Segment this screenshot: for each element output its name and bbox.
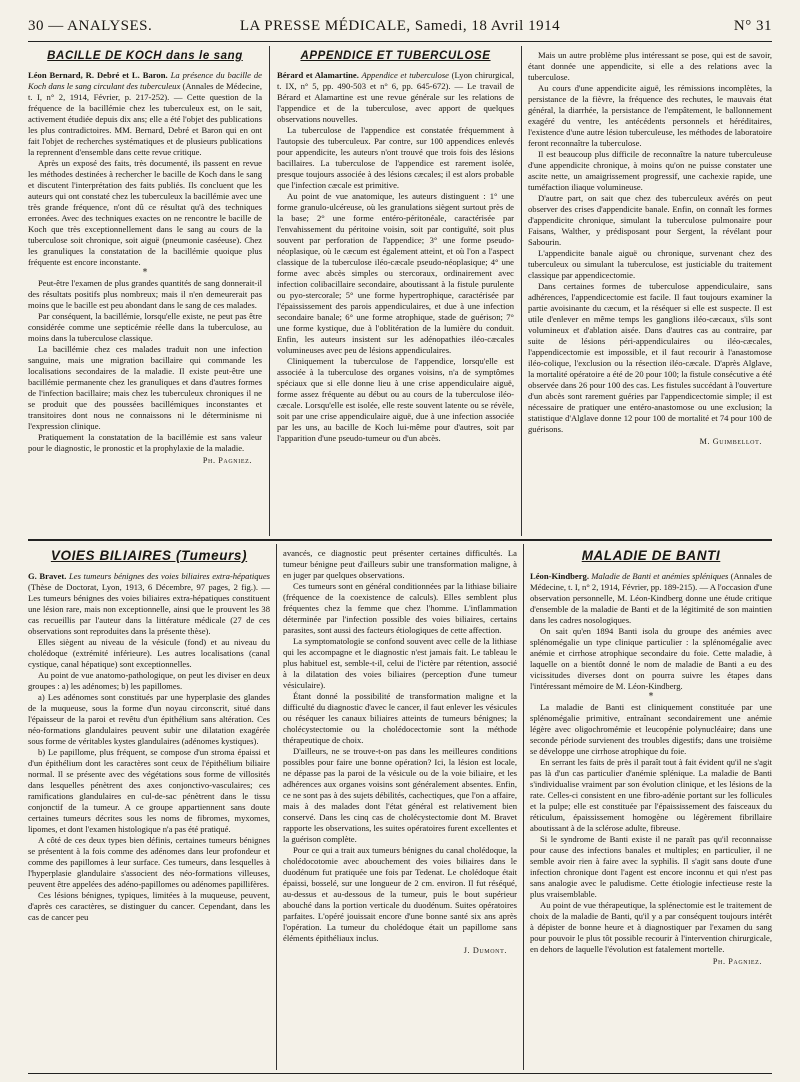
paragraph: avancés, ce diagnostic peut présenter certaines difficultés. La tumeur bénigne peut d'ailleurs subir une transformation maligne, à en juger par quelques observations. — [283, 548, 517, 580]
paragraph: Elles siègent au niveau de la vésicule (fond) et au niveau du cholédoque (extrémité inférieure). Les autres localisations (canal cystique, canal hépatique) sont exceptionnelles. — [28, 637, 270, 669]
article-lead: Léon Bernard, R. Debré et L. Baron. La présence du bacille de Koch dans le sang circulant des tuberculeux (Annales de Médecine, t. I, n° 2, 1914, Février, p. 217-252). — Cette question de la fréquence de la bacillémie chez les tuberculeux est, on le sait, activement étudiée depuis dix ans; elle a été l'objet des publications les plus contradictoires. MM. Bernard, Debré et Baron qui en ont fait l'objet de recherches systématiques et de plusieurs publications la reprennent d'ensemble dans cette revue critique. — [28, 70, 262, 157]
paragraph: Ces lésions bénignes, typiques, limitées à la muqueuse, peuvent, d'après ces caractères, se distinguer du cancer. Cependant, dans les cas de cancer peu — [28, 890, 270, 922]
paragraph: La maladie de Banti est cliniquement constituée par une splénomégalie primitive, entraînant secondairement une anémie légère avec oligochromémie et leucopénie polynucléaire; dans une seconde période survienent des troubles digestifs; dans une troisième se développe une cirrhose atrophique du foie. — [530, 702, 772, 756]
issue-number: N° 31 — [733, 18, 772, 34]
article-lead: Léon-Kindberg. Maladie de Banti et anémies spléniques (Annales de Médecine, t. I, n° 2, 1914, Février, pp. 189-215). — A l'occasion d'une observation personnelle, M. Léon-Kindberg donne une étude critique d'ensemble de la maladie de Banti et de la légitimité de son maintien dans les cadres nosologiques. — [530, 571, 772, 625]
column-divider — [521, 46, 522, 536]
column-divider — [523, 544, 524, 1070]
paragraph: La tuberculose de l'appendice est constatée fréquemment à l'autopsie des tuberculeux. Par contre, sur 100 appendices enlevés pour appendicite, les auteurs n'ont trouvé que trois fois des lésions bacillaires. La tuberculose de l'appendice est rarement isolée, presque toujours associée à des lésions cæcales; il est alors probable que l'infection cæcale est primitive. — [277, 125, 514, 190]
article-voies-biliaires — [28, 548, 270, 1070]
paragraph: Pour ce qui a trait aux tumeurs bénignes du canal cholédoque, la cholédocotomie avec abouchement des voies biliaires dans le duodénum fut pratiquée une fois par Tedenat. Le cholédoque était épaissi, bosselé, sur une longueur de 2 cm. environ. Il fut réséqué, au-dessus et au-dessous de la tumeur, puis le bout supérieur abouché dans la portion verticale du duodénum. Suites opératoires parfaites. L'opéré jouissait encore d'une bonne santé six ans après l'opération. La tumeur du cholédoque était un papillome sans éléments épithéliaux inclus. — [283, 845, 517, 943]
section-mark: * — [142, 268, 148, 278]
paragraph: Étant donné la possibilité de transformation maligne et la difficulté du diagnostic d'avec le cancer, il faut enlever les vésicules ou réséquer les canaux biliaires atteints de tumeurs bénignes; la cholécystectomie ou la cholédocectomie sont la méthode thérapeutique de choix. — [283, 691, 517, 745]
paragraph: Au point de vue anatomique, les auteurs distinguent : 1° une forme granulo-ulcéreuse, où les granulations siègent surtout près de la base; 2° une forme entéro-péritonéale, caractérisée par l'envahissement du péritoine voisin, soit par contiguïté, soit plus souvent par perforation de l'appendice; 3° une forme pseudo-néoplasique, où le cæcum est également atteint, et où l'on a l'aspect classique de la tuberculose iléo-cæcale pseudo-néoplasique; 4° une forme avec abcès simples ou stercoraux, ordinairement avec infection colibacillaire secondaire, aboutissant à la fistule purulente ou pyo-stercorale; 5° une forme hypertrophique, caractérisée par l'épaississement des parois appendiculaires, et due à une infection secondaire banale; 6° une forme atrophique, stade de guérison; 7° une forme kystique, due à l'oblitération de la lumière du conduit. Enfin, les auteurs insistent sur les adénopathies iléo-cæcales volumineuses avec peu de lésions appendiculaires. — [277, 191, 514, 355]
paragraph: D'ailleurs, ne se trouve-t-on pas dans les meilleures conditions possibles pour faire une bonne opération? Ici, la lésion est locale, ne dépasse pas la paroi de la vésicule ou de la voie biliaire, et les adhérences aux organes voisins sont généralement absentes. Enfin, ce ne sont pas à des sujets débilités, cachectiques, que l'on a affaire, mais à des malades dont l'état général est relativement bien conservé. Dans les cinq cas de cholécystectomie dont M. Bravet rapporte les observations, les suites opératoires furent excellentes et la guérison complète. — [283, 746, 517, 844]
article-maladie-de-banti — [530, 548, 772, 1070]
paragraph: Dans certaines formes de tuberculose appendiculaire, sans adhérences, l'appendicectomie est facile. Il faut toujours examiner la partie avoisinante du cæcum, et la réséquer si elle est suspecte. Il est utile d'enlever en même temps les ganglions iléo-cæcaux, s'ils sont volumineux et d'ablation aisée. Dans d'autres cas au contraire, par suite de lésions péri-appendiculaires ou iléo-cæcales, l'appendicectomie est impossible, et il faut recourir à l'anastomose iléo-colique, l'exclusion ou la résection iléo-cæcale. D'après Alglave, la mortalité opératoire a été de 20 pour 100; la fistule consécutive a été observée dans 26 pour 100 des cas. Les fistules succédant à l'ouverture d'un abcès sont rarement guéries par l'appendicectomie simple; il est nécessaire de pratiquer une entéro-anastomose ou une exclusion; la statistique d'Alglave donne 12 pour 100 de mortalité et 74 pour 100 de guérisons. — [528, 281, 772, 434]
paragraph: b) Le papillome, plus fréquent, se compose d'un stroma épaissi et d'un épithélium dont les caractères sont ceux de l'épithélium biliaire normal. Il se présente avec des végétations sous forme de villosités dans lesquelles pénètrent des axes conjonctivo-vasculaires; ces ramifications glandulaires en cul-de-sac pénètrent dans le tissu conjonctif de la tumeur. A ce groupe appartiennent sans doute certaines tumeurs décrites sous les noms de fibromes, myxomes, lipomes, et dont l'examen histologique n'a pas été pratiqué. — [28, 747, 270, 834]
signature: J. Dumont. — [463, 946, 507, 955]
article-title: VOIES BILIAIRES (Tumeurs) — [50, 548, 248, 563]
paragraph: Au point de vue thérapeutique, la splénectomie est le traitement de choix de la maladie de Banti, qu'il y a par conséquent toujours intérêt à dépister de bonne heure et à diagnostiquer par l'examen du sang pour pouvoir le plus tôt possible recourir à l'intervention chirurgicale, en dehors de laquelle l'évolution est fatalement mortelle. — [530, 900, 772, 954]
paragraph: A côté de ces deux types bien définis, certaines tumeurs bénignes se présentent à la fois comme des adénomes dans leur profondeur et comme des papillomes à leur surface. Ces tumeurs, dans lesquelles à l'hyperplasie glandulaire s'associent des néo-formations villeuses, peuvent être appelées des adéno-papillomes ou adénomes papillifères. — [28, 835, 270, 889]
paragraph: La bacillémie chez ces malades traduit non une infection sanguine, mais une migration bacillaire qui commande les localisations secondaires de la maladie. Il existe peut-être une bacillémie permanente chez les granuliques et dans d'autres formes de l'infection bacillaire; mais chez les tuberculeux chroniques il ne se produit que des poussées bacillémiques inconstantes et transitoires dont nous ne connaissons ni le déterminisme ni l'expression clinique. — [28, 344, 262, 431]
column-divider — [269, 46, 270, 536]
paragraph: Au point de vue anatomo-pathologique, on peut les diviser en deux groupes : a) les adénomes; b) les papillomes. — [28, 670, 270, 691]
article-title: APPENDICE ET TUBERCULOSE — [300, 50, 491, 62]
paragraph: L'appendicite banale aiguë ou chronique, survenant chez des tuberculeux ou simulant la tuberculose, est justiciable du traitement classique par appendicectomie. — [528, 248, 772, 280]
paragraph: Peut-être l'examen de plus grandes quantités de sang donnerait-il des résultats positifs plus nombreux; mais il n'en demeurerait pas moins que le bacille est peu abondant dans le sang de ces malades. — [28, 278, 262, 310]
page-header — [28, 18, 772, 40]
paragraph: En serrant les faits de près il paraît tout à fait évident qu'il ne s'agit pas là d'un cas particulier d'anémie splénique. La maladie de Banti s'individualise vraiment par son évolution clinique, et les lésions de la rate. Celles-ci consistent en une fibro-adénie portant sur les follicules et la pulpe; elle est constituée par l'épaississement des faisceaux du réticulum, épaississement homogène ou légèrement fibrillaire aboutissant à de la sclérose adulte, fibreuse. — [530, 757, 772, 833]
publication-title: LA PRESSE MÉDICALE, Samedi, 18 Avril 1914 — [239, 18, 561, 34]
article-lead: G. Bravet. Les tumeurs bénignes des voies biliaires extra-hépatiques (Thèse de Doctorat, Lyon, 1913, 6 Décembre, 97 pages, 2 fig.). — Les tumeurs bénignes des voies biliaires extra-hépatiques constituent une lésion rare, mais non exceptionnelle, ainsi que le prouvent les 38 cas recueillis par l'auteur dans la littérature médicale (27 de ces observations sont reproduites dans la présente thèse). — [28, 571, 270, 636]
section-mark: * — [648, 692, 654, 702]
article-title: MALADIE DE BANTI — [581, 548, 721, 563]
article-appendice-tuberculose — [277, 50, 514, 536]
paragraph: D'autre part, on sait que chez des tuberculeux avérés on peut observer des crises d'appendicite banale. Enfin, on connaît les formes d'appendicite chronique, simulant la tuberculose pulmonaire pour Faisans, Walther, y prédisposant pour Sergent, la révélant pour Sabourin. — [528, 193, 772, 247]
paragraph: Cliniquement la tuberculose de l'appendice, lorsqu'elle est associée à la tuberculose des organes voisins, n'a de symptômes spéciaux que si elle donne lieu à une crise appendiculaire aiguë, forme assez fréquente au début ou au cours de la tuberculose iléo-cæcale. Lorsqu'elle est isolée, elle reste souvent latente ou se révèle, soit par une crise appendiculaire aiguë, due à une infection associée par les uns, au bacille de Koch lui-même pour d'autres, soit par l'apparition d'une pseudo-tumeur ou d'un abcès. — [277, 356, 514, 443]
paragraph: Après un exposé des faits, très documenté, ils passent en revue les méthodes destinées à rechercher le bacille de Koch dans le sang et discutent l'interprétation des faits publiés. Ils concluent que les auteurs qui ont constaté chez les tuberculeux la bacillémie avec une très grande fréquence, n'ont dû ce résultat qu'à des techniques erronées. Avec des techniques exactes on ne rencontre le bacille de Koch que très exceptionnellement dans le sang au cours de la tuberculose soit chronique, soit aiguë (pneumonie caséeuse). Chez les granuliques la constatation de la bacillémie quoique plus fréquente est encore inconstante. — [28, 158, 262, 267]
paragraph: Mais un autre problème plus intéressant se pose, qui est de savoir, étant donnée une appendicite, si elle a des relations avec la tuberculose. — [528, 50, 772, 82]
footer-rule — [28, 1073, 772, 1074]
paragraph: Au cours d'une appendicite aiguë, les rémissions incomplètes, la persistance de la fièvre, la fréquence des rechutes, le mauvais état général, la diarrhée, la persistance de l'empâtement, le ballonnement exagéré du ventre, les antécédents personnels et héréditaires, l'existence d'une autre lésion tuberculeuse, les méthodes de laboratoire feront reconnaître la tuberculose. — [528, 83, 772, 148]
signature: Ph. Pagniez. — [712, 957, 762, 966]
paragraph: Pratiquement la constatation de la bacillémie est sans valeur pour le diagnostic, le pronostic et la prophylaxie de la maladie. — [28, 432, 262, 453]
section-label: 30 — ANALYSES. — [28, 18, 153, 34]
paragraph: On sait qu'en 1894 Banti isola du groupe des anémies avec splénomégalie un type clinique particulier : la splénomégalie avec anémie et cirrhose atrophique secondaire du foie. Cette maladie, à laquelle on a bientôt donné le nom de maladie de Banti a eu des vicissitudes diverses dont on pourra suivre les étapes dans l'intéressant mémoire de M. Léon-Kindberg. — [530, 626, 772, 691]
paragraph: a) Les adénomes sont constitués par une hyperplasie des glandes de la muqueuse, sous la forme d'un noyau circonscrit, situé dans l'épaisseur de la paroi et revêtu d'un épithélium sans altération. Ces néo-formations glandulaires peuvent subir une dilatation exagérée sous forme de véritables kystes glandulaires (adénomes kystiques). — [28, 692, 270, 746]
paragraph: Ces tumeurs sont en général conditionnées par la lithiase biliaire (fréquence de la coexistence de calculs). Elles semblent plus fréquentes chez la femme que chez l'homme. L'inflammation déterminée par l'infection possible des voies biliaires, certains parasites, sont aussi des facteurs étiologiques de cette affection. — [283, 581, 517, 635]
article-voies-biliaires-continued — [283, 548, 517, 1070]
section-rule — [28, 539, 772, 541]
signature: M. Guimbellot. — [699, 437, 762, 446]
signature: Ph. Pagniez. — [202, 456, 252, 465]
header-rule — [28, 41, 772, 42]
article-bacille-de-koch — [28, 50, 262, 536]
article-appendice-continued — [528, 50, 772, 536]
paragraph: Par conséquent, la bacillémie, lorsqu'elle existe, ne peut pas être considérée comme une septicémie réelle dans la tuberculose, au moins dans la tuberculose classique. — [28, 311, 262, 343]
column-divider — [276, 544, 277, 1070]
paragraph: Si le syndrome de Banti existe il ne paraît pas qu'il reconnaisse pour cause des infections banales et multiples; en particulier, il ne semble avoir rien à faire avec la syphilis. Il s'agit sans doute d'une infection chronique dont l'agent est encore inconnu et qui n'est pas sans analogie avec le paludisme. Cette étiologie infectieuse reste la plus vraisemblable. — [530, 834, 772, 899]
article-lead: Bérard et Alamartine. Appendice et tuberculose (Lyon chirurgical, t. IX, n° 5, pp. 490-503 et n° 6, pp. 645-672). — Le travail de Bérard et Alamartine est une revue générale sur les relations de l'appendice et de la tuberculose, avec apport de quelques observations nouvelles. — [277, 70, 514, 124]
article-title: BACILLE DE KOCH dans le sang — [47, 50, 243, 62]
paragraph: Il est beaucoup plus difficile de reconnaître la nature tuberculeuse d'une appendicite chronique, à moins qu'on ne puisse constater une ascite nette, un amaigrissement progressif, une cachexie rapide, une tuméfaction iliaque volumineuse. — [528, 149, 772, 192]
paragraph: La symptomatologie se confond souvent avec celle de la lithiase qui les accompagne et le diagnostic n'est jamais fait. Le tableau le plus habituel est, semble-t-il, celui de l'ictère par rétention, associé à la dilatation des voies biliaires (perception d'une tumeur vésiculaire). — [283, 636, 517, 690]
